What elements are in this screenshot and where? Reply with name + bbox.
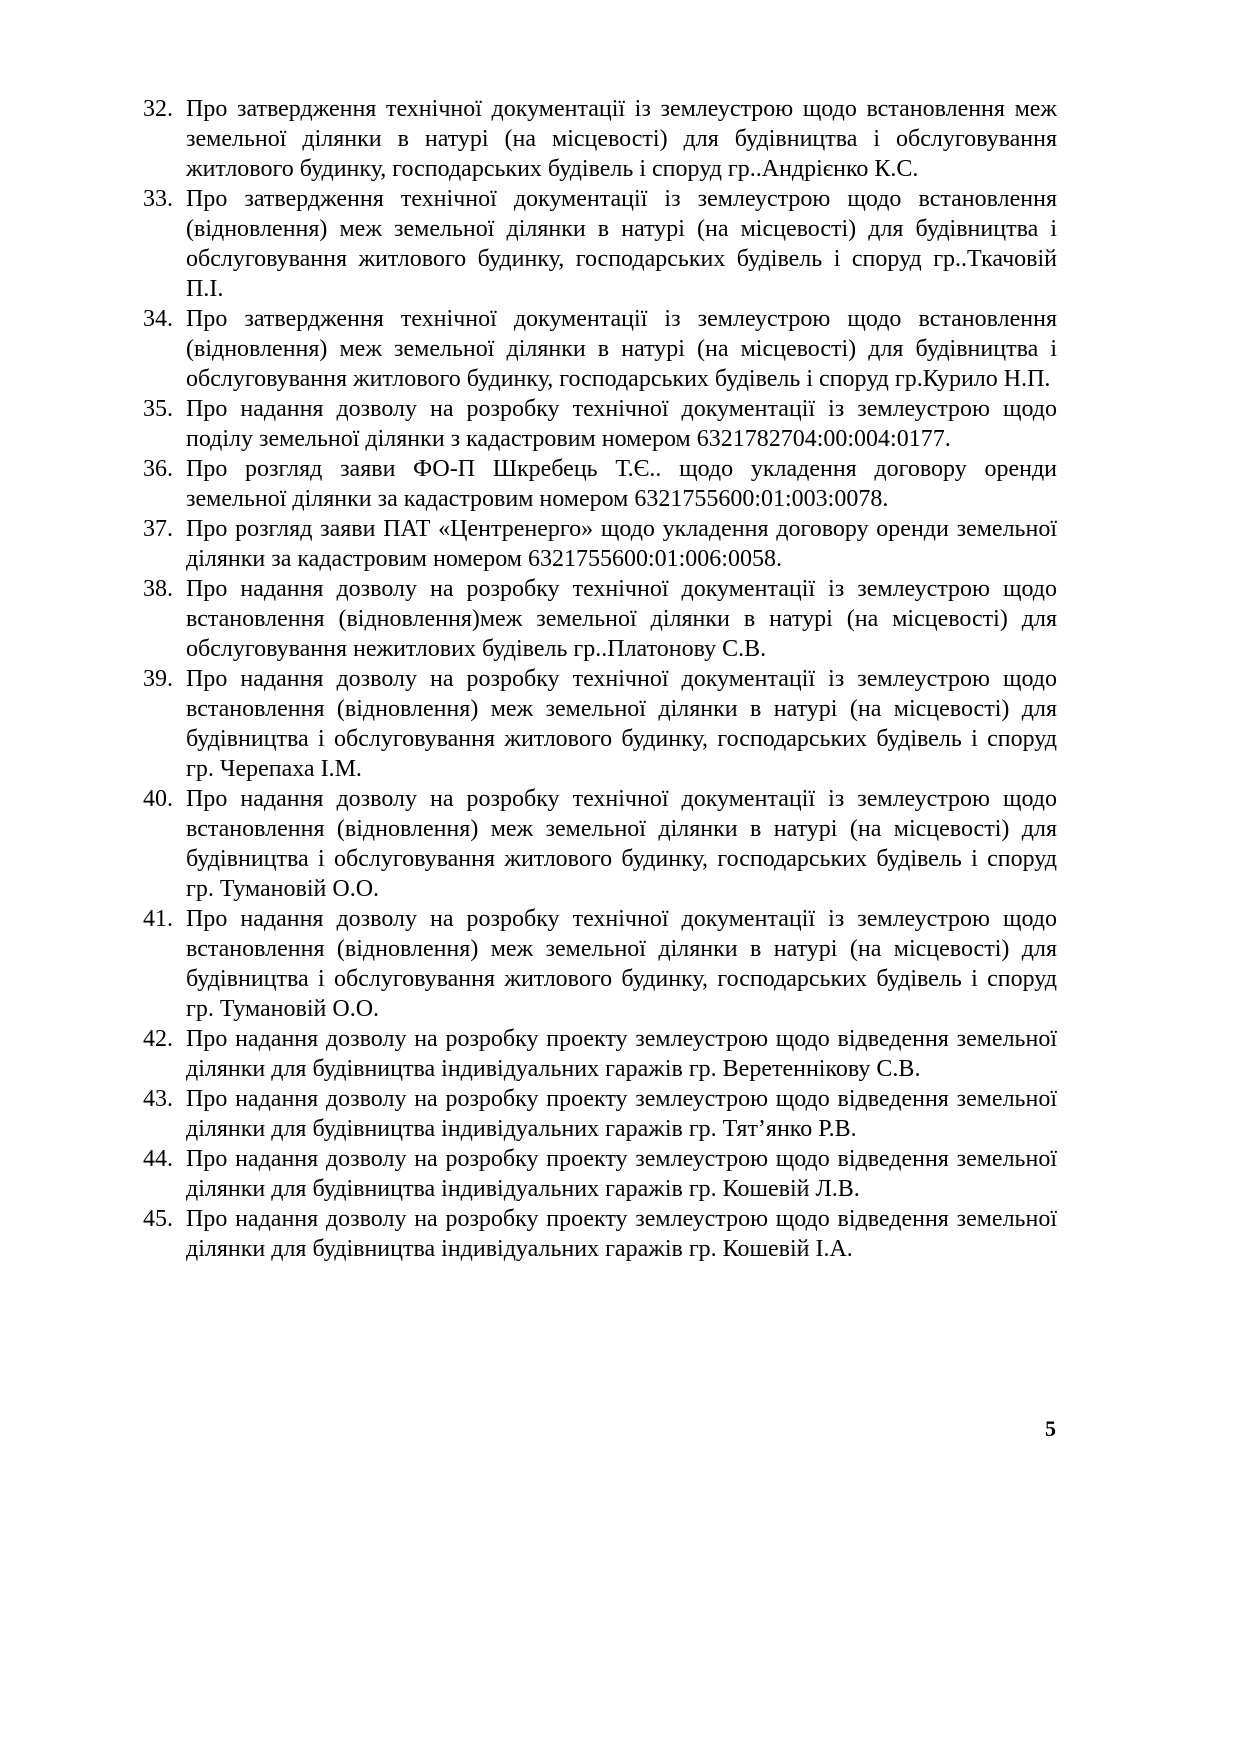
item-number: 38. <box>143 576 173 602</box>
item-number: 44. <box>143 1146 173 1172</box>
item-number: 36. <box>143 456 173 482</box>
item-text: Про розгляд заяви ФО-П Шкребець Т.Є.. щодо укладення договору оренди земельної ділянки за кадастровим номером 6321755600:01:003:0078. <box>186 456 1057 512</box>
agenda-item-40 <box>143 784 1057 904</box>
item-number: 42. <box>143 1026 173 1052</box>
item-text: Про затвердження технічної документації із землеустрою щодо встановлення (відновлення) меж земельної ділянки в натурі (на місцевості) для будівництва і обслуговування житлового будинку, господарських будівель і споруд гр..Ткачовій П.І. <box>186 186 1057 302</box>
item-number: 33. <box>143 186 173 212</box>
agenda-item-38 <box>143 574 1057 664</box>
agenda-item-39 <box>143 664 1057 784</box>
agenda-item-36 <box>143 454 1057 514</box>
item-number: 39. <box>143 666 173 692</box>
item-number: 34. <box>143 306 173 332</box>
item-text: Про затвердження технічної документації із землеустрою щодо встановлення (відновлення) меж земельної ділянки в натурі (на місцевості) для будівництва і обслуговування житлового будинку, господарських будівель і споруд гр.Курило Н.П. <box>186 306 1057 392</box>
page-number: 5 <box>1045 1416 1056 1441</box>
agenda-item-35 <box>143 394 1057 454</box>
agenda-item-34 <box>143 304 1057 394</box>
agenda-item-41 <box>143 904 1057 1024</box>
item-number: 43. <box>143 1086 173 1112</box>
item-text: Про надання дозволу на розробку технічної документації із землеустрою щодо встановлення (відновлення)меж земельної ділянки в натурі (на місцевості) для обслуговування нежитлових будівель гр..Платонову С.В. <box>186 576 1057 662</box>
agenda-item-42 <box>143 1024 1057 1084</box>
agenda-item-37 <box>143 514 1057 574</box>
item-text: Про надання дозволу на розробку проекту землеустрою щодо відведення земельної ділянки для будівництва індивідуальних гаражів гр. Кошевій Л.В. <box>186 1146 1057 1202</box>
item-text: Про надання дозволу на розробку технічної документації із землеустрою щодо встановлення (відновлення) меж земельної ділянки в натурі (на місцевості) для будівництва і обслуговування житлового будинку, господарських будівель і споруд гр. Черепаха І.М. <box>186 666 1057 782</box>
item-number: 41. <box>143 906 173 932</box>
item-text: Про розгляд заяви ПАТ «Центренерго» щодо укладення договору оренди земельної ділянки за кадастровим номером 6321755600:01:006:0058. <box>186 516 1057 572</box>
item-number: 45. <box>143 1206 173 1232</box>
item-text: Про надання дозволу на розробку технічної документації із землеустрою щодо встановлення (відновлення) меж земельної ділянки в натурі (на місцевості) для будівництва і обслуговування житлового будинку, господарських будівель і споруд гр. Тумановій О.О. <box>186 786 1057 902</box>
item-number: 32. <box>143 96 173 122</box>
agenda-item-45 <box>143 1204 1057 1264</box>
agenda-item-44 <box>143 1144 1057 1204</box>
item-text: Про надання дозволу на розробку проекту землеустрою щодо відведення земельної ділянки для будівництва індивідуальних гаражів гр. Кошевій І.А. <box>186 1206 1057 1262</box>
item-number: 40. <box>143 786 173 812</box>
agenda-item-32 <box>143 94 1057 184</box>
item-text: Про надання дозволу на розробку технічної документації із землеустрою щодо встановлення (відновлення) меж земельної ділянки в натурі (на місцевості) для будівництва і обслуговування житлового будинку, господарських будівель і споруд гр. Тумановій О.О. <box>186 906 1057 1022</box>
item-number: 35. <box>143 396 173 422</box>
agenda-item-43 <box>143 1084 1057 1144</box>
item-number: 37. <box>143 516 173 542</box>
item-text: Про надання дозволу на розробку проекту землеустрою щодо відведення земельної ділянки для будівництва індивідуальних гаражів гр. Тят’янко Р.В. <box>186 1086 1057 1142</box>
agenda-item-33 <box>143 184 1057 304</box>
item-text: Про надання дозволу на розробку проекту землеустрою щодо відведення земельної ділянки для будівництва індивідуальних гаражів гр. Веретеннікову С.В. <box>186 1026 1057 1082</box>
item-text: Про затвердження технічної документації із землеустрою щодо встановлення меж земельної ділянки в натурі (на місцевості) для будівництва і обслуговування житлового будинку, господарських будівель і споруд гр..Андрієнко К.С. <box>186 96 1057 182</box>
item-text: Про надання дозволу на розробку технічної документації із землеустрою щодо поділу земельної ділянки з кадастровим номером 6321782704:00:004:0177. <box>186 396 1057 452</box>
agenda-list <box>143 94 1057 1264</box>
